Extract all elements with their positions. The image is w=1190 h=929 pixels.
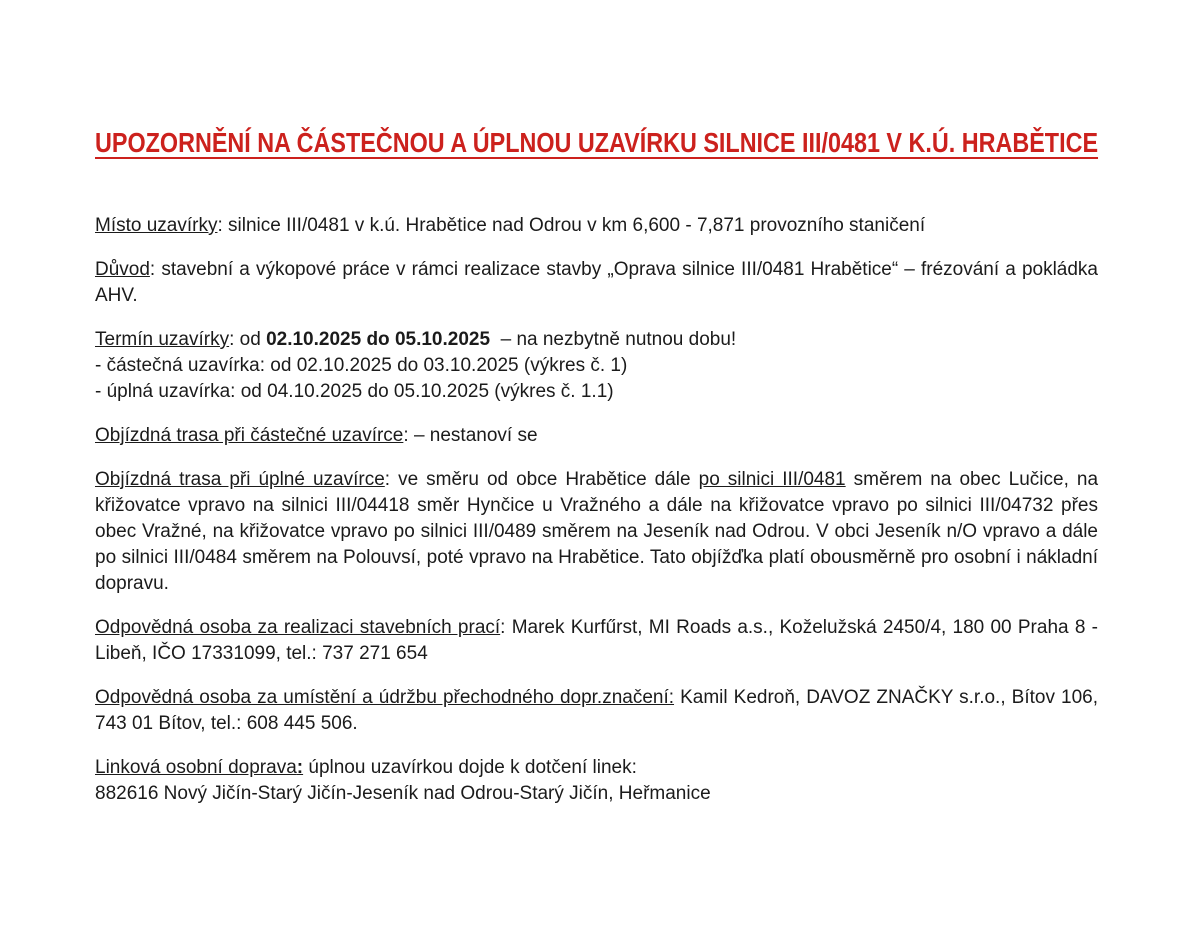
section-odpovedna-stavba-separator: : [500,617,512,638]
section-odpovedna-stavba-heading: Odpovědná osoba za realizaci stavebních prací [95,617,501,638]
section-objizdna-uplna-body-start: ve směru od obce Hrabětice dále [398,469,699,490]
partial-closure-line: - částečná uzavírka: od 02.10.2025 do 03.10.2025 (výkres č. 1) [95,355,628,376]
section-odpovedna-znaceni-heading: Odpovědná osoba za umístění a údržbu přechodného dopr.značení: [95,687,675,708]
section-objizdna-uplna-separator: : [384,469,399,490]
section-duvod-separator: : [149,259,162,280]
section-misto-body: silnice III/0481 v k.ú. Hrabětice nad Odrou v km 6,600 - 7,871 provozního staničení [228,215,926,236]
section-objizdna-uplna-body-end: směrem na obec Lučice, na křižovatce vpravo na silnici III/04418 směr Hynčice u Vražného a dále na křižovatce vpravo po silnici III/04732 přes obec Vražné, na křižovatce vpravo po silnici III/0489 směrem na Jeseník nad Odrou. V obci Jeseník n/O vpravo a dále po silnici III/0484 směrem na Polouvsí, poté vpravo na Hrabětice. Tato objížďka platí obousměrně pro osobní i nákladní dopravu. [95,469,1099,594]
section-misto-heading: Místo uzavírky [95,215,218,236]
detour-road-number: po silnici III/0481 [698,469,846,490]
section-linkova [95,755,1098,807]
section-objizdna-castecna-body: – nestanoví se [413,425,538,446]
section-linkova-body: úplnou uzavírkou dojde k dotčení linek: [308,757,637,778]
full-closure-line: - úplná uzavírka: od 04.10.2025 do 05.10.2025 (výkres č. 1.1) [95,381,614,402]
section-misto [95,213,1098,239]
closure-dates: 02.10.2025 do 05.10.2025 [266,329,491,350]
section-objizdna-castecna [95,423,1098,449]
section-odpovedna-stavba-body: Marek Kurfűrst, MI Roads a.s., Koželužská 2450/4, 180 00 Praha 8 - Libeň, IČO 17331099, tel.: 737 271 654 [95,617,1098,664]
section-linkova-colon: : [296,757,304,778]
section-misto-separator: : [217,215,229,236]
notice-title [95,126,1098,160]
section-objizdna-uplna-heading: Objízdná trasa při úplné uzavírce [95,469,385,490]
section-duvod [95,257,1098,309]
section-termin-separator: : [229,329,240,350]
section-termin-heading: Termín uzavírky [95,329,230,350]
section-objizdna-uplna [95,467,1098,597]
section-objizdna-castecna-separator: : [403,425,414,446]
section-duvod-body: stavební a výkopové práce v rámci realizace stavby „Oprava silnice III/0481 Hrabětice“ – frézování a pokládka AHV. [95,259,1099,306]
section-odpovedna-stavba [95,615,1098,667]
notice-title-text: UPOZORNĚNÍ NA ČÁSTEČNOU A ÚPLNOU UZAVÍRKU SILNICE III/0481 V K.Ú. HRABĚTICE [95,127,1099,158]
section-objizdna-castecna-heading: Objízdná trasa při částečné uzavírce [95,425,404,446]
notice-body [95,213,1098,807]
section-termin-prefix: od [239,329,267,350]
section-odpovedna-znaceni [95,685,1098,737]
section-termin-suffix: – na nezbytně nutnou dobu! [490,329,737,350]
section-odpovedna-znaceni-body: Kamil Kedroň, DAVOZ ZNAČKY s.r.o., Bítov 106, 743 01 Bítov, tel.: 608 445 506. [95,687,1098,734]
section-linkova-heading: Linková osobní doprava [95,757,297,778]
section-duvod-heading: Důvod [95,259,150,280]
section-termin [95,327,1098,405]
affected-bus-line: 882616 Nový Jičín-Starý Jičín-Jeseník nad Odrou-Starý Jičín, Heřmanice [95,783,711,804]
